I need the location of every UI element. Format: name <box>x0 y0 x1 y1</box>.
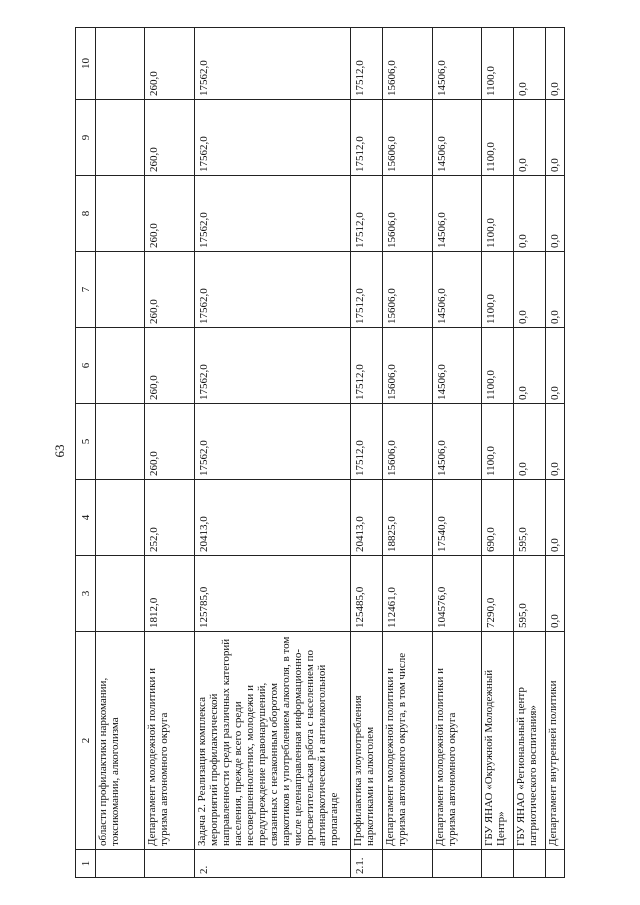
rotated-table-container <box>75 28 565 878</box>
value-cell: 0,0 <box>545 403 564 479</box>
value-cell: 595,0 <box>513 479 545 555</box>
description-cell: ГБУ ЯНАО «Окружной Молодежный Центр» <box>481 631 513 849</box>
description-cell: Департамент молодежной политики и туризма автономного округа, в том числе <box>383 631 432 849</box>
value-cell: 0,0 <box>513 99 545 175</box>
value-cell: 0,0 <box>545 27 564 99</box>
value-cell: 690,0 <box>481 479 513 555</box>
value-cell: 1100,0 <box>481 327 513 403</box>
value-cell: 0,0 <box>513 403 545 479</box>
value-cell: 14506,0 <box>432 403 481 479</box>
value-cell <box>96 555 145 631</box>
value-cell: 17540,0 <box>432 479 481 555</box>
header-cell: 4 <box>76 479 96 555</box>
table-row <box>351 27 383 877</box>
value-cell: 17512,0 <box>351 327 383 403</box>
value-cell: 17562,0 <box>194 327 351 403</box>
value-cell: 125485,0 <box>351 555 383 631</box>
description-cell: Департамент молодежной политики и туризма автономного округа <box>432 631 481 849</box>
value-cell: 260,0 <box>145 251 194 327</box>
table-row <box>545 27 564 877</box>
value-cell: 17562,0 <box>194 175 351 251</box>
value-cell: 0,0 <box>545 479 564 555</box>
description-cell: Департамент молодежной политики и туризма автономного округа <box>145 631 194 849</box>
value-cell: 1812,0 <box>145 555 194 631</box>
value-cell <box>96 27 145 99</box>
header-row <box>76 27 96 877</box>
description-cell: области профилактики наркомании, токсикомании, алкоголизма <box>96 631 145 849</box>
row-number-cell: 2.1. <box>351 849 383 877</box>
description-cell: Профилактика злоупотребления наркотиками и алкоголем <box>351 631 383 849</box>
budget-table <box>75 27 565 878</box>
row-number-cell <box>513 849 545 877</box>
value-cell: 17512,0 <box>351 99 383 175</box>
value-cell: 14506,0 <box>432 327 481 403</box>
value-cell: 125785,0 <box>194 555 351 631</box>
value-cell <box>96 479 145 555</box>
value-cell <box>96 175 145 251</box>
value-cell: 260,0 <box>145 403 194 479</box>
value-cell: 0,0 <box>513 327 545 403</box>
header-cell: 10 <box>76 27 96 99</box>
value-cell: 1100,0 <box>481 27 513 99</box>
value-cell: 20413,0 <box>194 479 351 555</box>
page-number: 63 <box>52 444 67 458</box>
row-number-cell <box>145 849 194 877</box>
row-number-cell <box>432 849 481 877</box>
value-cell: 17512,0 <box>351 251 383 327</box>
value-cell: 595,0 <box>513 555 545 631</box>
value-cell: 252,0 <box>145 479 194 555</box>
value-cell: 1100,0 <box>481 175 513 251</box>
value-cell: 15606,0 <box>383 251 432 327</box>
value-cell: 0,0 <box>545 327 564 403</box>
value-cell: 18825,0 <box>383 479 432 555</box>
row-number-cell <box>383 849 432 877</box>
row-number-cell <box>545 849 564 877</box>
header-cell: 9 <box>76 99 96 175</box>
value-cell: 14506,0 <box>432 251 481 327</box>
value-cell: 14506,0 <box>432 99 481 175</box>
value-cell: 15606,0 <box>383 27 432 99</box>
value-cell: 260,0 <box>145 175 194 251</box>
description-cell: Задача 2. Реализация комплекса мероприятий профилактической направленности среди различных категорий населения, прежде всего среди несовершеннолетних, молодежи и предупреждение правонарушений, связанных с незаконным оборотом наркотиков и употреблением алкоголя, в том числе целенаправленная информационно-просветительская работа с населением по антинаркотической и антиалкогольной пропаганде <box>194 631 351 849</box>
value-cell: 15606,0 <box>383 403 432 479</box>
row-number-cell <box>96 849 145 877</box>
header-cell: 6 <box>76 327 96 403</box>
value-cell: 17562,0 <box>194 99 351 175</box>
table-row <box>145 27 194 877</box>
value-cell: 15606,0 <box>383 175 432 251</box>
table-row <box>96 27 145 877</box>
value-cell: 17512,0 <box>351 27 383 99</box>
value-cell: 260,0 <box>145 327 194 403</box>
value-cell: 17562,0 <box>194 27 351 99</box>
header-cell: 3 <box>76 555 96 631</box>
value-cell: 1100,0 <box>481 403 513 479</box>
value-cell <box>96 251 145 327</box>
value-cell: 14506,0 <box>432 27 481 99</box>
value-cell: 260,0 <box>145 27 194 99</box>
table-row <box>481 27 513 877</box>
table-row <box>383 27 432 877</box>
value-cell: 0,0 <box>545 99 564 175</box>
table-row <box>194 27 351 877</box>
value-cell: 15606,0 <box>383 327 432 403</box>
value-cell: 15606,0 <box>383 99 432 175</box>
value-cell: 260,0 <box>145 99 194 175</box>
value-cell: 7290,0 <box>481 555 513 631</box>
value-cell: 1100,0 <box>481 251 513 327</box>
value-cell: 0,0 <box>545 175 564 251</box>
value-cell <box>96 327 145 403</box>
value-cell <box>96 403 145 479</box>
value-cell: 0,0 <box>513 27 545 99</box>
value-cell: 17512,0 <box>351 175 383 251</box>
value-cell: 17562,0 <box>194 251 351 327</box>
header-cell: 7 <box>76 251 96 327</box>
value-cell: 0,0 <box>513 175 545 251</box>
header-cell: 2 <box>76 631 96 849</box>
description-cell: Департамент внутренней политики <box>545 631 564 849</box>
table-row <box>513 27 545 877</box>
value-cell: 0,0 <box>513 251 545 327</box>
value-cell: 14506,0 <box>432 175 481 251</box>
value-cell: 0,0 <box>545 251 564 327</box>
value-cell: 112461,0 <box>383 555 432 631</box>
header-cell: 5 <box>76 403 96 479</box>
description-cell: ГБУ ЯНАО «Региональный центр патриотического воспитания» <box>513 631 545 849</box>
value-cell: 17562,0 <box>194 403 351 479</box>
value-cell: 0,0 <box>545 555 564 631</box>
value-cell: 1100,0 <box>481 99 513 175</box>
header-cell: 8 <box>76 175 96 251</box>
value-cell: 20413,0 <box>351 479 383 555</box>
row-number-cell <box>481 849 513 877</box>
table-row <box>432 27 481 877</box>
header-cell: 1 <box>76 849 96 877</box>
value-cell: 17512,0 <box>351 403 383 479</box>
row-number-cell: 2. <box>194 849 351 877</box>
value-cell: 104576,0 <box>432 555 481 631</box>
value-cell <box>96 99 145 175</box>
